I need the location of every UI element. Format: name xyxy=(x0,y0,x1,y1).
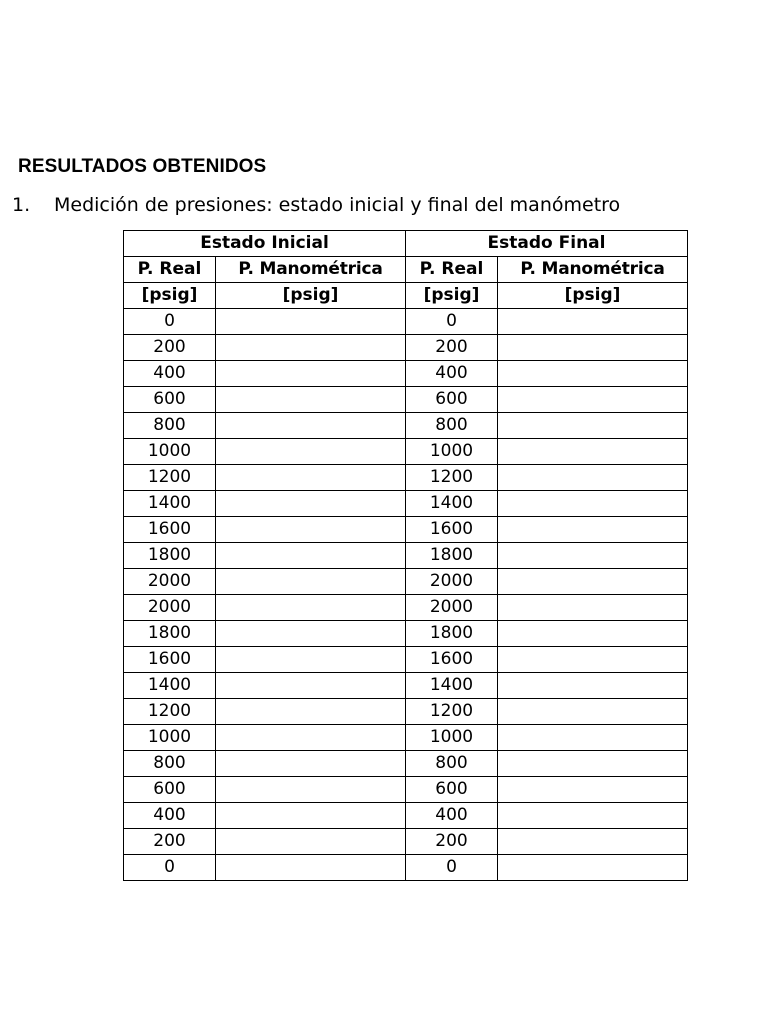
manometric-final-cell xyxy=(498,413,688,439)
manometric-initial-cell xyxy=(216,569,406,595)
table-row xyxy=(124,387,688,413)
real-final-cell: 200 xyxy=(406,335,498,361)
real-initial-cell: 600 xyxy=(124,387,216,413)
table-row xyxy=(124,361,688,387)
table-row xyxy=(124,309,688,335)
manometric-initial-cell xyxy=(216,491,406,517)
manometric-initial-cell xyxy=(216,751,406,777)
table-row xyxy=(124,595,688,621)
manometric-final-cell xyxy=(498,569,688,595)
table-row xyxy=(124,803,688,829)
unit-manometric-final: [psig] xyxy=(498,283,688,309)
column-header-real-initial: P. Real xyxy=(124,257,216,283)
units-row xyxy=(124,283,688,309)
manometric-final-cell xyxy=(498,595,688,621)
real-initial-cell: 800 xyxy=(124,413,216,439)
real-final-cell: 1400 xyxy=(406,673,498,699)
group-header-initial: Estado Inicial xyxy=(124,231,406,257)
table-row xyxy=(124,699,688,725)
table-row xyxy=(124,647,688,673)
real-initial-cell: 0 xyxy=(124,855,216,881)
manometric-initial-cell xyxy=(216,309,406,335)
manometric-final-cell xyxy=(498,855,688,881)
real-final-cell: 0 xyxy=(406,309,498,335)
real-initial-cell: 400 xyxy=(124,803,216,829)
real-final-cell: 200 xyxy=(406,829,498,855)
manometric-initial-cell xyxy=(216,803,406,829)
manometric-initial-cell xyxy=(216,829,406,855)
real-initial-cell: 2000 xyxy=(124,595,216,621)
table-row xyxy=(124,439,688,465)
manometric-final-cell xyxy=(498,621,688,647)
manometric-final-cell xyxy=(498,387,688,413)
real-final-cell: 600 xyxy=(406,387,498,413)
manometric-initial-cell xyxy=(216,699,406,725)
manometric-final-cell xyxy=(498,699,688,725)
table-row xyxy=(124,413,688,439)
real-final-cell: 1200 xyxy=(406,699,498,725)
manometric-initial-cell xyxy=(216,673,406,699)
real-initial-cell: 1800 xyxy=(124,621,216,647)
real-final-cell: 1800 xyxy=(406,621,498,647)
table-row xyxy=(124,465,688,491)
manometric-initial-cell xyxy=(216,621,406,647)
pressure-table xyxy=(123,230,688,881)
real-final-cell: 400 xyxy=(406,803,498,829)
real-initial-cell: 1000 xyxy=(124,439,216,465)
real-final-cell: 800 xyxy=(406,751,498,777)
real-final-cell: 1000 xyxy=(406,439,498,465)
real-initial-cell: 1800 xyxy=(124,543,216,569)
real-final-cell: 1800 xyxy=(406,543,498,569)
table-row xyxy=(124,751,688,777)
real-final-cell: 1600 xyxy=(406,517,498,543)
real-final-cell: 1600 xyxy=(406,647,498,673)
group-header-row xyxy=(124,231,688,257)
manometric-final-cell xyxy=(498,647,688,673)
real-initial-cell: 1200 xyxy=(124,699,216,725)
real-initial-cell: 2000 xyxy=(124,569,216,595)
table-row xyxy=(124,543,688,569)
manometric-initial-cell xyxy=(216,543,406,569)
manometric-initial-cell xyxy=(216,647,406,673)
table-row xyxy=(124,855,688,881)
manometric-final-cell xyxy=(498,491,688,517)
manometric-final-cell xyxy=(498,543,688,569)
table-row xyxy=(124,725,688,751)
unit-real-final: [psig] xyxy=(406,283,498,309)
real-final-cell: 600 xyxy=(406,777,498,803)
real-initial-cell: 800 xyxy=(124,751,216,777)
manometric-initial-cell xyxy=(216,335,406,361)
unit-real-initial: [psig] xyxy=(124,283,216,309)
manometric-initial-cell xyxy=(216,725,406,751)
manometric-final-cell xyxy=(498,335,688,361)
manometric-final-cell xyxy=(498,803,688,829)
manometric-final-cell xyxy=(498,777,688,803)
real-final-cell: 1200 xyxy=(406,465,498,491)
column-header-manometric-initial: P. Manométrica xyxy=(216,257,406,283)
real-final-cell: 1400 xyxy=(406,491,498,517)
manometric-initial-cell xyxy=(216,777,406,803)
real-initial-cell: 1400 xyxy=(124,491,216,517)
real-initial-cell: 200 xyxy=(124,335,216,361)
manometric-final-cell xyxy=(498,465,688,491)
list-item-number: 1. xyxy=(12,194,31,216)
table-row xyxy=(124,569,688,595)
table-row xyxy=(124,829,688,855)
column-header-real-final: P. Real xyxy=(406,257,498,283)
real-final-cell: 400 xyxy=(406,361,498,387)
manometric-final-cell xyxy=(498,829,688,855)
real-initial-cell: 1400 xyxy=(124,673,216,699)
column-header-manometric-final: P. Manométrica xyxy=(498,257,688,283)
manometric-initial-cell xyxy=(216,855,406,881)
manometric-initial-cell xyxy=(216,517,406,543)
real-initial-cell: 400 xyxy=(124,361,216,387)
manometric-final-cell xyxy=(498,751,688,777)
real-initial-cell: 1600 xyxy=(124,647,216,673)
manometric-initial-cell xyxy=(216,387,406,413)
real-initial-cell: 1600 xyxy=(124,517,216,543)
table-row xyxy=(124,673,688,699)
real-final-cell: 1000 xyxy=(406,725,498,751)
table-row xyxy=(124,621,688,647)
group-header-final: Estado Final xyxy=(406,231,688,257)
real-initial-cell: 200 xyxy=(124,829,216,855)
real-initial-cell: 0 xyxy=(124,309,216,335)
table-row xyxy=(124,517,688,543)
manometric-final-cell xyxy=(498,309,688,335)
manometric-initial-cell xyxy=(216,439,406,465)
column-header-row xyxy=(124,257,688,283)
real-final-cell: 800 xyxy=(406,413,498,439)
table-row xyxy=(124,777,688,803)
real-final-cell: 2000 xyxy=(406,569,498,595)
manometric-final-cell xyxy=(498,673,688,699)
real-final-cell: 2000 xyxy=(406,595,498,621)
real-initial-cell: 600 xyxy=(124,777,216,803)
list-item xyxy=(12,194,620,216)
manometric-initial-cell xyxy=(216,595,406,621)
manometric-final-cell xyxy=(498,517,688,543)
table-row xyxy=(124,335,688,361)
manometric-final-cell xyxy=(498,725,688,751)
real-initial-cell: 1200 xyxy=(124,465,216,491)
manometric-final-cell xyxy=(498,439,688,465)
manometric-final-cell xyxy=(498,361,688,387)
section-heading: RESULTADOS OBTENIDOS xyxy=(18,156,267,177)
unit-manometric-initial: [psig] xyxy=(216,283,406,309)
list-item-text: Medición de presiones: estado inicial y final del manómetro xyxy=(54,194,621,216)
manometric-initial-cell xyxy=(216,465,406,491)
manometric-initial-cell xyxy=(216,413,406,439)
real-final-cell: 0 xyxy=(406,855,498,881)
real-initial-cell: 1000 xyxy=(124,725,216,751)
table-row xyxy=(124,491,688,517)
manometric-initial-cell xyxy=(216,361,406,387)
